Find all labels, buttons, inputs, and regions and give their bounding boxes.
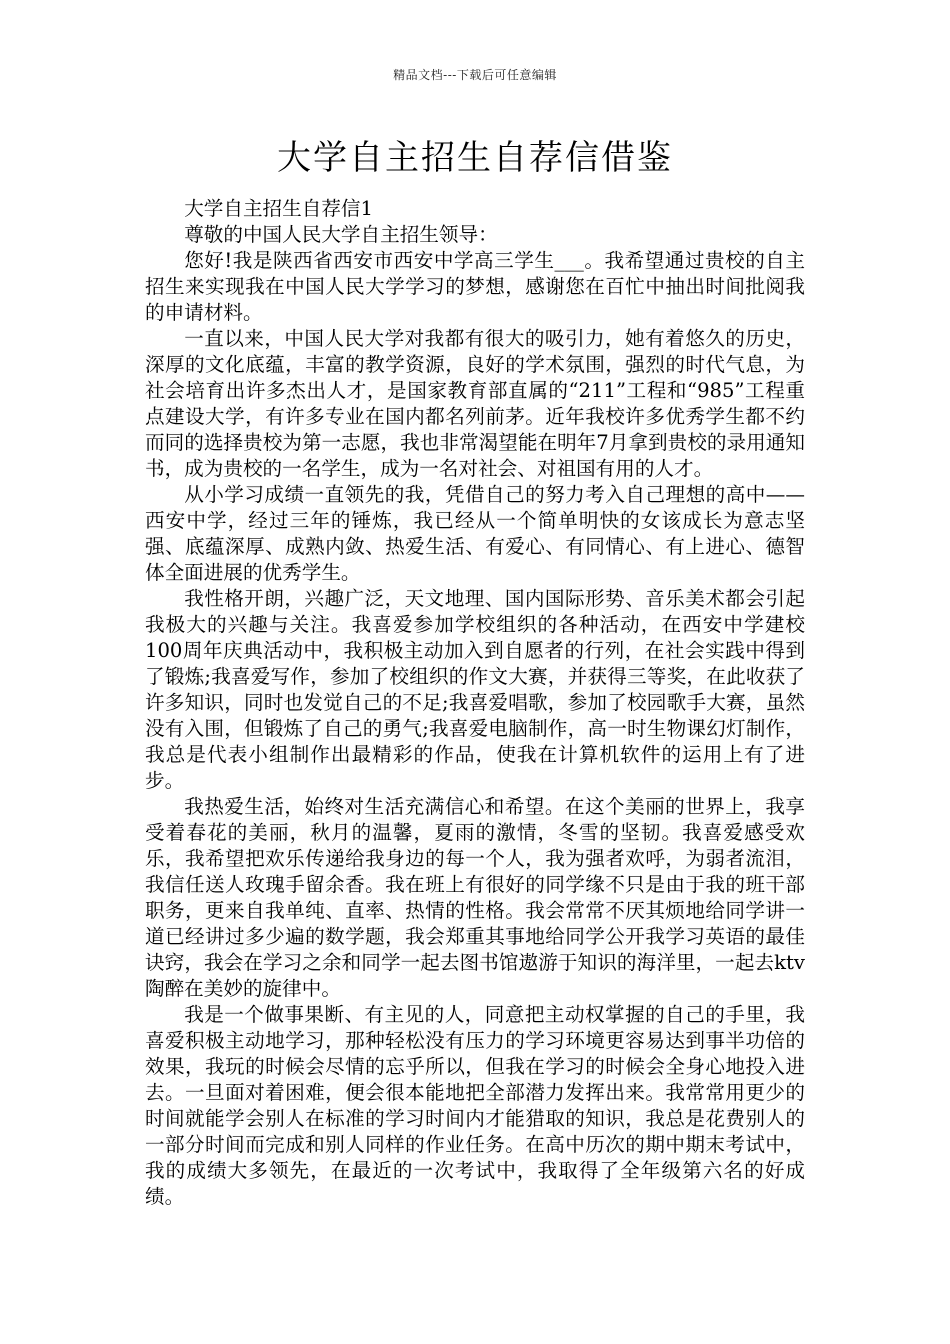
paragraph-greeting: 您好!我是陕西省西安市西安中学高三学生___。我希望通过贵校的自主招生来实现我在中国人民大学学习的梦想，感谢您在百忙中抽出时间批阅我的申请材料。 <box>145 249 805 324</box>
paragraph-life: 我热爱生活，始终对生活充满信心和希望。在这个美丽的世界上，我享受着春花的美丽，秋月的温馨，夏雨的激情，冬雪的坚韧。我喜爱感受欢乐，我希望把欢乐传递给我身边的每一个人，我为强者欢呼，为弱者流泪，我信任送人玫瑰手留余香。我在班上有很好的同学缘不只是由于我的班干部职务，更来自我单纯、直率、热情的性格。我会常常不厌其烦地给同学讲一道已经讲过多少遍的数学题，我会郑重其事地给同学公开我学习英语的最佳诀窍，我会在学习之余和同学一起去图书馆遨游于知识的海洋里，一起去ktv陶醉在美妙的旋律中。 <box>145 795 805 1000</box>
paragraph-interests: 我性格开朗，兴趣广泛，天文地理、国内国际形势、音乐美术都会引起我极大的兴趣与关注。我喜爱参加学校组织的各种活动，在西安中学建校100周年庆典活动中，我积极主动加入到自愿者的行列，在社会实践中得到了锻炼;我喜爱写作，参加了校组织的作文大赛，并获得三等奖，在此收获了许多知识，同时也发觉自己的不足;我喜爱唱歌，参加了校园歌手大赛，虽然没有入围，但锻炼了自己的勇气;我喜爱电脑制作，高一时生物课幻灯制作，我总是代表小组制作出最精彩的作品，使我在计算机软件的运用上有了进步。 <box>145 587 805 792</box>
paragraph-study: 我是一个做事果断、有主见的人，同意把主动权掌握的自己的手里，我喜爱积极主动地学习，那种轻松没有压力的学习环境更容易达到事半功倍的效果，我玩的时候会尽情的忘乎所以，但我在学习的时候会全身心地投入进去。一旦面对着困难，便会很本能地把全部潜力发挥出来。我常常用更少的时间就能学会别人在标准的学习时间内才能猎取的知识，我总是花费别人的一部分时间而完成和别人同样的作业任务。在高中历次的期中期末考试中，我的成绩大多领先，在最近的一次考试中，我取得了全年级第六名的好成绩。 <box>145 1003 805 1208</box>
paragraph-growth: 从小学习成绩一直领先的我，凭借自己的努力考入自己理想的高中——西安中学，经过三年的锤炼，我已经从一个简单明快的女该成长为意志坚强、底蕴深厚、成熟内敛、热爱生活、有爱心、有同情心、有上进心、德智体全面进展的优秀学生。 <box>145 483 805 584</box>
document-title: 大学自主招生自荐信借鉴 <box>277 138 673 178</box>
document-body <box>145 196 805 1210</box>
letter-heading: 大学自主招生自荐信1 <box>184 197 373 220</box>
header-note: 精品文档---下载后可任意编辑 <box>393 68 557 82</box>
paragraph-university: 一直以来，中国人民大学对我都有很大的吸引力，她有着悠久的历史，深厚的文化底蕴，丰富的教学资源，良好的学术氛围，强烈的时代气息，为社会培育出许多杰出人才，是国家教育部直属的“211”工程和“985”工程重点建设大学，有许多专业在国内都名列前茅。近年我校许多优秀学生都不约而同的选择贵校为第一志愿，我也非常渴望能在明年7月拿到贵校的录用通知书，成为贵校的一名学生，成为一名对社会、对祖国有用的人才。 <box>145 327 805 480</box>
salutation: 尊敬的中国人民大学自主招生领导： <box>184 223 498 246</box>
